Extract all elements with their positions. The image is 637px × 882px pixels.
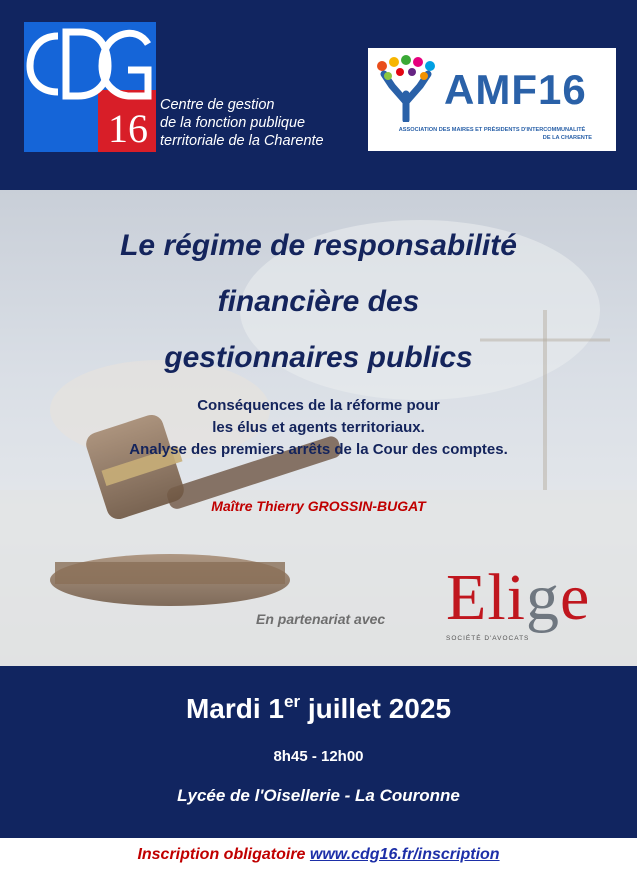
tree-hands-icon [374,54,438,122]
registration-line [0,846,637,864]
registration-link[interactable]: www.cdg16.fr/inscription [309,846,500,863]
cdg16-number: 16 [108,106,148,151]
event-time: 8h45 - 12h00 [273,748,364,765]
elige-subtitle: SOCIÉTÉ D'AVOCATS [446,635,530,642]
cdg16-caption-line-1: Centre de gestion [160,97,275,113]
amf16-wordmark: AMF16 [444,66,587,113]
amf16-tagline [368,126,616,142]
elige-logo [446,562,616,652]
event-date [0,692,637,725]
event-venue: Lycée de l'Oisellerie - La Couronne [177,786,460,805]
event-subtitle [0,395,637,461]
cdg16-logo [24,22,156,152]
amf16-tagline-line-2: DE LA CHARENTE [542,135,592,141]
event-subtitle-line-3: Analyse des premiers arrêts de la Cour des comptes. [129,441,508,458]
event-subtitle-line-2: les élus et agents territoriaux. [212,419,425,436]
event-title [0,218,637,386]
cdg16-caption-line-2: de la fonction publique [160,115,306,131]
event-date-suffix: juillet 2025 [300,693,452,724]
amf16-tagline-line-1: ASSOCIATION DES MAIRES ET PRÉSIDENTS D'INTERCOMMUNALITÉ [398,127,586,133]
event-title-line-2: financière des [217,285,420,318]
event-subtitle-line-1: Conséquences de la réforme pour [197,397,440,414]
elige-wordmark: Elige [446,561,591,634]
cdg16-caption-line-3: territoriale de la Charente [160,133,324,149]
event-date-prefix: Mardi 1 [185,693,284,724]
event-date-sup: er [283,692,301,711]
event-title-line-3: gestionnaires publics [164,341,473,374]
cdg16-caption [160,96,324,150]
partner-label: En partenariat avec [256,611,386,627]
amf16-logo [368,48,616,151]
event-title-line-1: Le régime de responsabilité [120,229,517,262]
speaker-name: Maître Thierry GROSSIN-BUGAT [211,498,426,514]
registration-label: Inscription obligatoire [137,846,306,863]
